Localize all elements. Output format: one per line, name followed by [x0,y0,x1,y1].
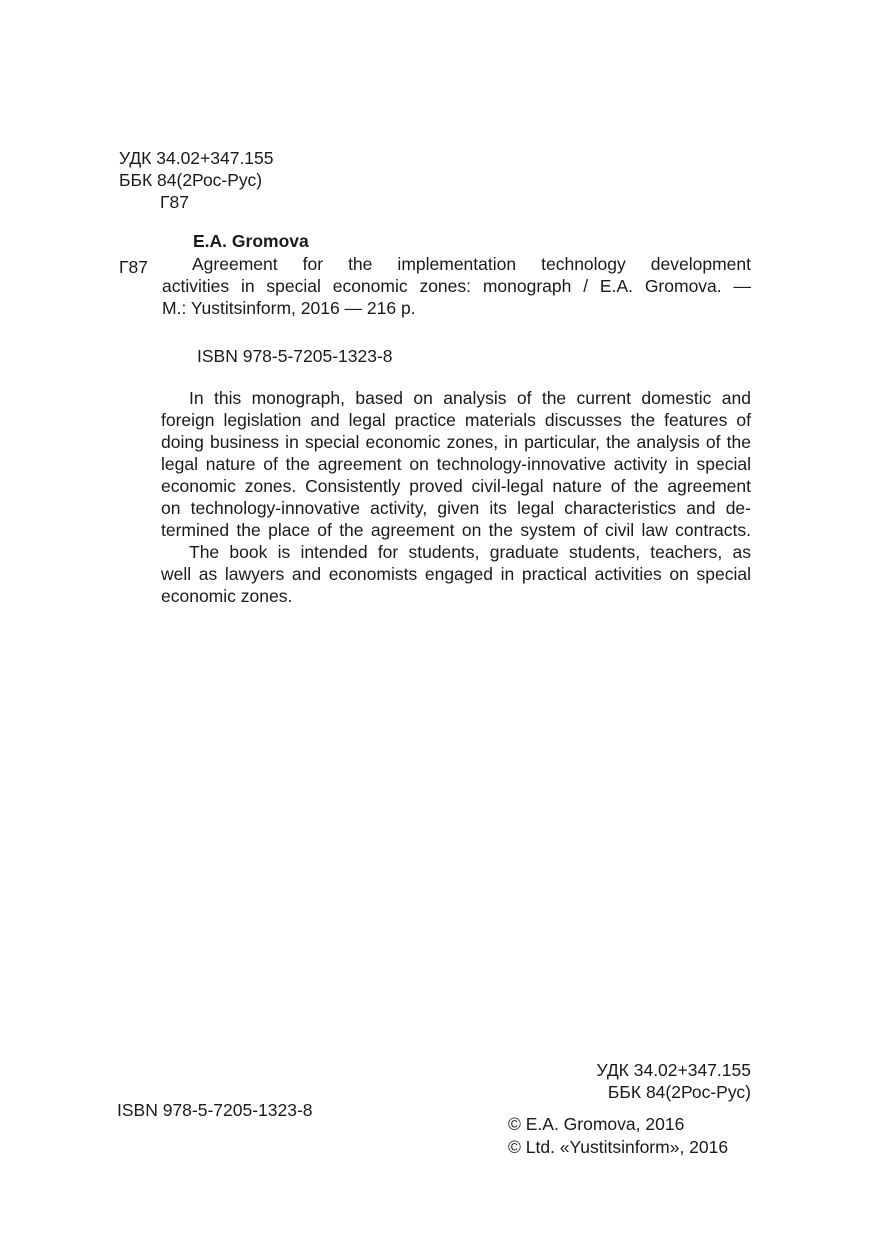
copyright-author: © E.A. Gromova, 2016 [508,1114,685,1134]
udk-code: УДК 34.02+347.155 [119,148,274,168]
copyright-publisher: © Ltd. «Yustitsinform», 2016 [508,1137,729,1157]
abstract-line: economic zones. [161,586,293,606]
abstract-line: economic zones. Consistently proved civil-legal nature of the agreement [161,476,751,496]
description-line: Agreement for the implementation technology development [192,254,751,274]
abstract-line: In this monograph, based on analysis of the current domestic and [189,388,751,408]
bbk-code: ББК 84(2Рос-Рус) [119,170,263,190]
abstract-line: legal nature of the agreement on technology-innovative activity in special [161,454,751,474]
entry-author-mark: Г87 [119,257,148,277]
entry-isbn: ISBN 978-5-7205-1323-8 [197,346,393,366]
author-mark: Г87 [160,192,189,212]
abstract-line: on technology-innovative activity, given its legal characteristics and de- [161,498,751,518]
bibliographic-description [162,253,751,319]
abstract-line: doing business in special economic zones, in particular, the analysis of the [161,432,751,452]
footer-isbn: ISBN 978-5-7205-1323-8 [117,1100,313,1120]
abstract-paragraph-1 [161,387,751,541]
abstract-line: well as lawyers and economists engaged in practical activities on special [161,564,751,584]
description-line: M.: Yustitsinform, 2016 — 216 p. [162,298,416,318]
abstract-line: The book is intended for students, graduate students, teachers, as [189,542,751,562]
abstract-paragraph-2 [161,541,751,607]
author-name: E.A. Gromova [193,231,309,251]
abstract-line: foreign legislation and legal practice materials discusses the features of [161,410,751,430]
footer-bbk: ББК 84(2Рос-Рус) [607,1082,751,1102]
description-line: activities in special economic zones: monograph / E.A. Gromova. — [162,276,751,296]
footer-udk: УДК 34.02+347.155 [596,1060,751,1080]
abstract-line: termined the place of the agreement on the system of civil law contracts. [161,520,751,540]
